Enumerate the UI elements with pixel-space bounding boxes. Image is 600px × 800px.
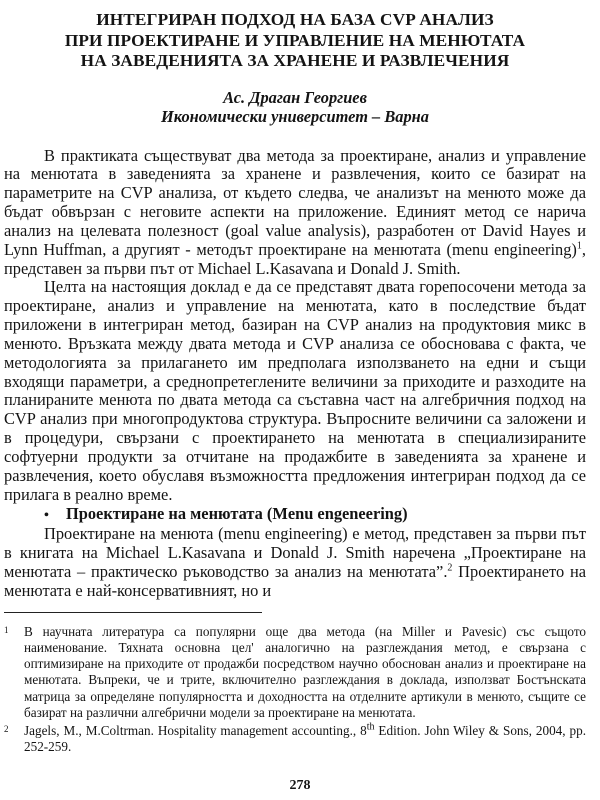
paragraph: Целта на настоящия доклад е да се представят двата горепосочени метода за проектиране, анализ и управление на менютата, като в последствие бъдат приложени в интегриран метод, базиран на CVP анализ на продуктовия микс в менюто. Връзката между двата метода и CVP анализа се обосновава с факта, че методологията за прилагането им предполага използването на едни и същи входящи параметри, а среднопретеглените величини за приходите и разходите на планираните менюта по двата метода са съставна част на алгебричния подход на CVP анализ при многопродуктова структура. Въпросните величини са заложени и в процедури, свързани с проектирането на менютата в специализираните софтуерни продукти за отчитане на продажбите в заведенията за хранене и развлечения, което обуславя възможността предложения интегриран подход да се прилага в реално време. [4, 277, 586, 504]
footnote [4, 624, 586, 721]
page-number: 278 [289, 778, 311, 793]
section-heading [44, 505, 586, 526]
superscript: th [366, 721, 375, 733]
footnote-text [24, 723, 586, 755]
footnote-citation: Jagels, M., M.Coltrman. Hospitality management accounting., 8 [24, 722, 367, 738]
footnote-ref[interactable]: 1 [576, 240, 582, 252]
footnote-number: 1 [4, 624, 9, 635]
author-block [4, 88, 586, 126]
paragraph-text: , представен за първи път от Michael L.Kasavana и Donald J. Smith. [4, 239, 586, 278]
title-line: НА ЗАВЕДЕНИЯТА ЗА ХРАНЕНЕ И РАЗВЛЕЧЕНИЯ [80, 51, 510, 70]
footnote [4, 723, 586, 755]
author-affiliation: Икономически университет – Варна [161, 106, 429, 126]
title-line: ПРИ ПРОЕКТИРАНЕ И УПРАВЛЕНИЕ НА МЕНЮТАТА [64, 30, 526, 50]
paper-title [4, 10, 586, 72]
footnote-divider [4, 612, 262, 613]
paragraph-text: Проектиране на менюта (menu engineering) е метод, представен за първи път в книгата на Michael L.Kasavana и Donald J. Smith наречена „Проектиране на менютата – практическо ръководство за анализ на менютата”. [4, 524, 586, 582]
title-line: ИНТЕГРИРАН ПОДХОД НА БАЗА CVP АНАЛИЗ [96, 10, 494, 29]
footnote-ref[interactable]: 2 [447, 562, 453, 574]
paragraph-text: В практиката съществуват два метода за проектиране, анализ и управление на менютата в заведенията за хранене и развлечения, които се базират на параметрите на CVP анализа, от където следва, че анализът на менюто може да бъдат обвързан с неговите аспекти на приложение. Единият метод се нарича анализ на целевата полезност (goal value analysis), разработен от David Hayes и Lynn Huffman, а другият - методът проектиране на менютата (menu engineering) [4, 145, 586, 259]
footnote-text: В научната литература са популярни още два метода (на Miller и Pavesic) със същото наименование. Тяхната основна цел' аналогично на разглеждания метод, е свързана с оптимизиране на приходите от продажби посредством научно обоснован анализ и проектиране на менютата. Въпреки, че и трите, включително разглеждания в доклада, използват Бостънската матрица за определяне популярността и доходността на отделните артикули в менюто, същите се базират на различни алгебрични модели за проектиране на менютата. [24, 623, 586, 720]
section-heading-text: Проектиране на менютата (Menu engeneering) [66, 503, 408, 523]
paragraph [4, 147, 586, 279]
footnote-citation: Edition. John Wiley & Sons, 2004, pp. 252-259. [24, 722, 586, 755]
paragraph-text: Проектирането на менютата е най-консервативният, но и [4, 562, 586, 600]
paragraph [4, 525, 586, 600]
footnote-number: 2 [4, 723, 9, 734]
body-text [4, 147, 586, 601]
bullet-icon: • [44, 507, 49, 523]
author-name: Ас. Драган Георгиев [223, 87, 367, 107]
footnotes [4, 624, 586, 756]
